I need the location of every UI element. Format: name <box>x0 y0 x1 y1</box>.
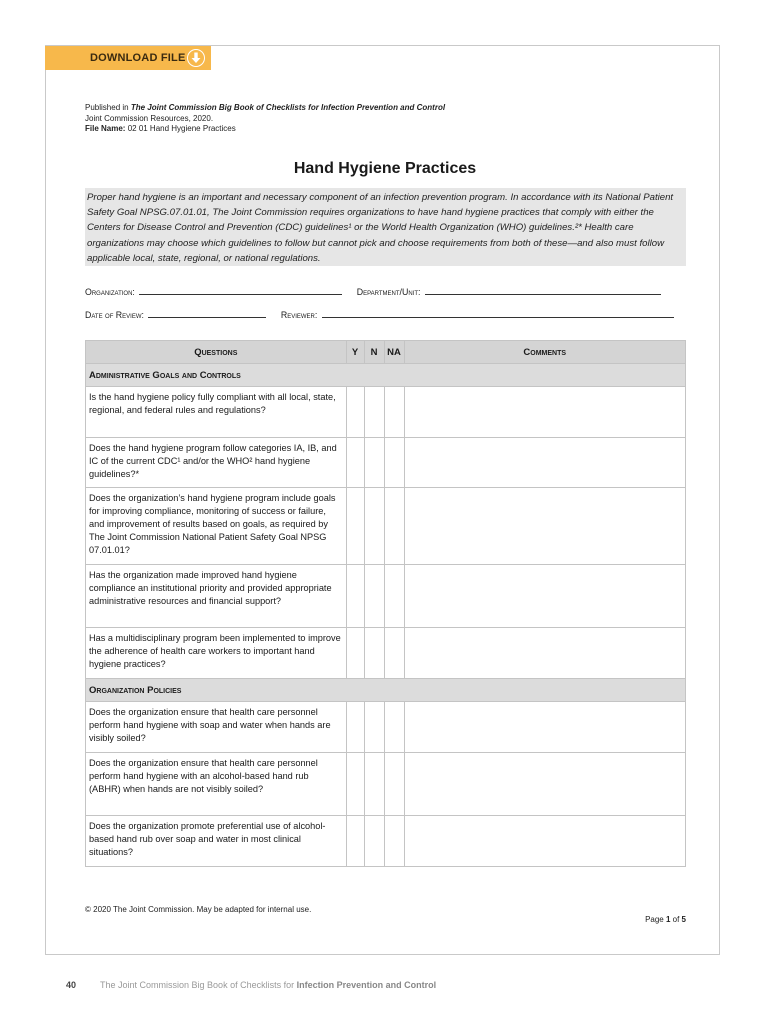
page-total: 5 <box>681 915 686 924</box>
questions-header: Questions <box>86 341 347 364</box>
comments-cell[interactable] <box>404 628 686 679</box>
book-footer-text: The Joint Commission Big Book of Checklists for <box>100 980 297 990</box>
intro-paragraph: Proper hand hygiene is an important and necessary component of an infection prevention program. In accordance with its National Patient Safety Goal NPSG.07.01.01, The Joint Commission requires organizations to have hand hygiene practices that comply with either the Centers for Disease Control and Prevention (CDC) guidelines¹ or the World Health Organization (WHO) guidelines.²* Health care organizations may choose which guidelines to follow but cannot pick and choose requirements from both of these—and also must follow applicable local, state, regional, or national regulations. <box>85 188 686 266</box>
publication-info <box>85 103 445 135</box>
no-header: N <box>364 341 384 364</box>
table-row <box>86 488 686 565</box>
question-text: Does the hand hygiene program follow categories IA, IB, and IC of the current CDC¹ and/or the WHO² hand hygiene guidelines?* <box>86 438 347 488</box>
page-current: 1 <box>665 915 671 924</box>
book-footer-highlight: Infection Prevention and Control <box>296 980 437 990</box>
section-row <box>86 679 686 702</box>
yes-header: Y <box>346 341 364 364</box>
yes-cell[interactable] <box>346 387 364 438</box>
no-cell[interactable] <box>364 488 384 565</box>
yes-cell[interactable] <box>346 628 364 679</box>
yes-cell[interactable] <box>346 753 364 816</box>
na-cell[interactable] <box>384 702 404 753</box>
book-page-number: 40 <box>66 980 77 990</box>
page-indicator: Page 1 of 5 <box>645 915 686 924</box>
no-cell[interactable] <box>364 438 384 488</box>
no-cell[interactable] <box>364 753 384 816</box>
section-title: Administrative Goals and Controls <box>86 364 686 387</box>
download-file-button[interactable] <box>45 46 211 70</box>
checklist-table <box>85 340 686 867</box>
yes-cell[interactable] <box>346 565 364 628</box>
table-row <box>86 753 686 816</box>
department-label: Department/Unit: <box>356 287 421 297</box>
no-cell[interactable] <box>364 702 384 753</box>
reviewer-label: Reviewer: <box>280 310 318 320</box>
file-name-line: File Name: 02 01 Hand Hygiene Practices <box>85 124 236 133</box>
na-cell[interactable] <box>384 387 404 438</box>
comments-cell[interactable] <box>404 565 686 628</box>
table-header-row <box>86 341 686 364</box>
date-of-review-field[interactable] <box>148 309 266 318</box>
date-of-review-label: Date of Review: <box>85 310 144 320</box>
no-cell[interactable] <box>364 628 384 679</box>
question-text: Does the organization ensure that health care personnel perform hand hygiene with soap and water when hands are visibly soiled? <box>86 702 347 753</box>
comments-cell[interactable] <box>404 438 686 488</box>
no-cell[interactable] <box>364 387 384 438</box>
question-text: Has the organization made improved hand hygiene compliance an institutional priority and provided appropriate administrative resources and financial support? <box>86 565 347 628</box>
na-cell[interactable] <box>384 488 404 565</box>
comments-cell[interactable] <box>404 387 686 438</box>
organization-label: Organization: <box>85 287 135 297</box>
published-in-line: Published in The Joint Commission Big Book of Checklists for Infection Prevention and Control <box>85 103 446 112</box>
table-row <box>86 565 686 628</box>
yes-cell[interactable] <box>346 438 364 488</box>
reviewer-field[interactable] <box>322 309 674 318</box>
comments-header: Comments <box>404 341 686 364</box>
question-text: Does the organization ensure that health care personnel perform hand hygiene with an alcohol-based hand rub (ABHR) when hands are not visibly soiled? <box>86 753 347 816</box>
comments-cell[interactable] <box>404 753 686 816</box>
copyright-notice: © 2020 The Joint Commission. May be adapted for internal use. <box>85 905 312 914</box>
na-header: NA <box>384 341 404 364</box>
no-cell[interactable] <box>364 816 384 867</box>
comments-cell[interactable] <box>404 702 686 753</box>
na-cell[interactable] <box>384 565 404 628</box>
book-footer <box>66 980 436 990</box>
section-title: Organization Policies <box>86 679 686 702</box>
table-row <box>86 816 686 867</box>
comments-cell[interactable] <box>404 488 686 565</box>
download-label: DOWNLOAD FILE <box>90 52 186 64</box>
book-title: The Joint Commission Big Book of Checklists for Infection Prevention and Control <box>130 103 446 112</box>
question-text: Is the hand hygiene policy fully compliant with all local, state, regional, and federal rules and regulations? <box>86 387 347 438</box>
comments-cell[interactable] <box>404 816 686 867</box>
question-text: Has a multidisciplinary program been implemented to improve the adherence of health care workers to important hand hygiene practices? <box>86 628 347 679</box>
na-cell[interactable] <box>384 628 404 679</box>
table-row <box>86 628 686 679</box>
download-arrow-icon <box>187 49 205 67</box>
table-row <box>86 438 686 488</box>
organization-row <box>85 286 661 297</box>
publisher-line: Joint Commission Resources, 2020. <box>85 113 214 123</box>
na-cell[interactable] <box>384 753 404 816</box>
organization-field[interactable] <box>139 286 342 295</box>
no-cell[interactable] <box>364 565 384 628</box>
table-row <box>86 387 686 438</box>
document-title: Hand Hygiene Practices <box>293 160 477 177</box>
question-text: Does the organization’s hand hygiene program include goals for improving compliance, monitoring of success or failure, and improvement of results based on goals, as required by The Joint Commission National Patient Safety Goal NPSG 07.01.01? <box>86 488 347 565</box>
yes-cell[interactable] <box>346 816 364 867</box>
review-row <box>85 309 674 320</box>
yes-cell[interactable] <box>346 702 364 753</box>
question-text: Does the organization promote preferential use of alcohol-based hand rub over soap and water in most clinical situations? <box>86 816 347 867</box>
department-field[interactable] <box>425 286 661 295</box>
yes-cell[interactable] <box>346 488 364 565</box>
table-row <box>86 702 686 753</box>
na-cell[interactable] <box>384 816 404 867</box>
section-row <box>86 364 686 387</box>
na-cell[interactable] <box>384 438 404 488</box>
